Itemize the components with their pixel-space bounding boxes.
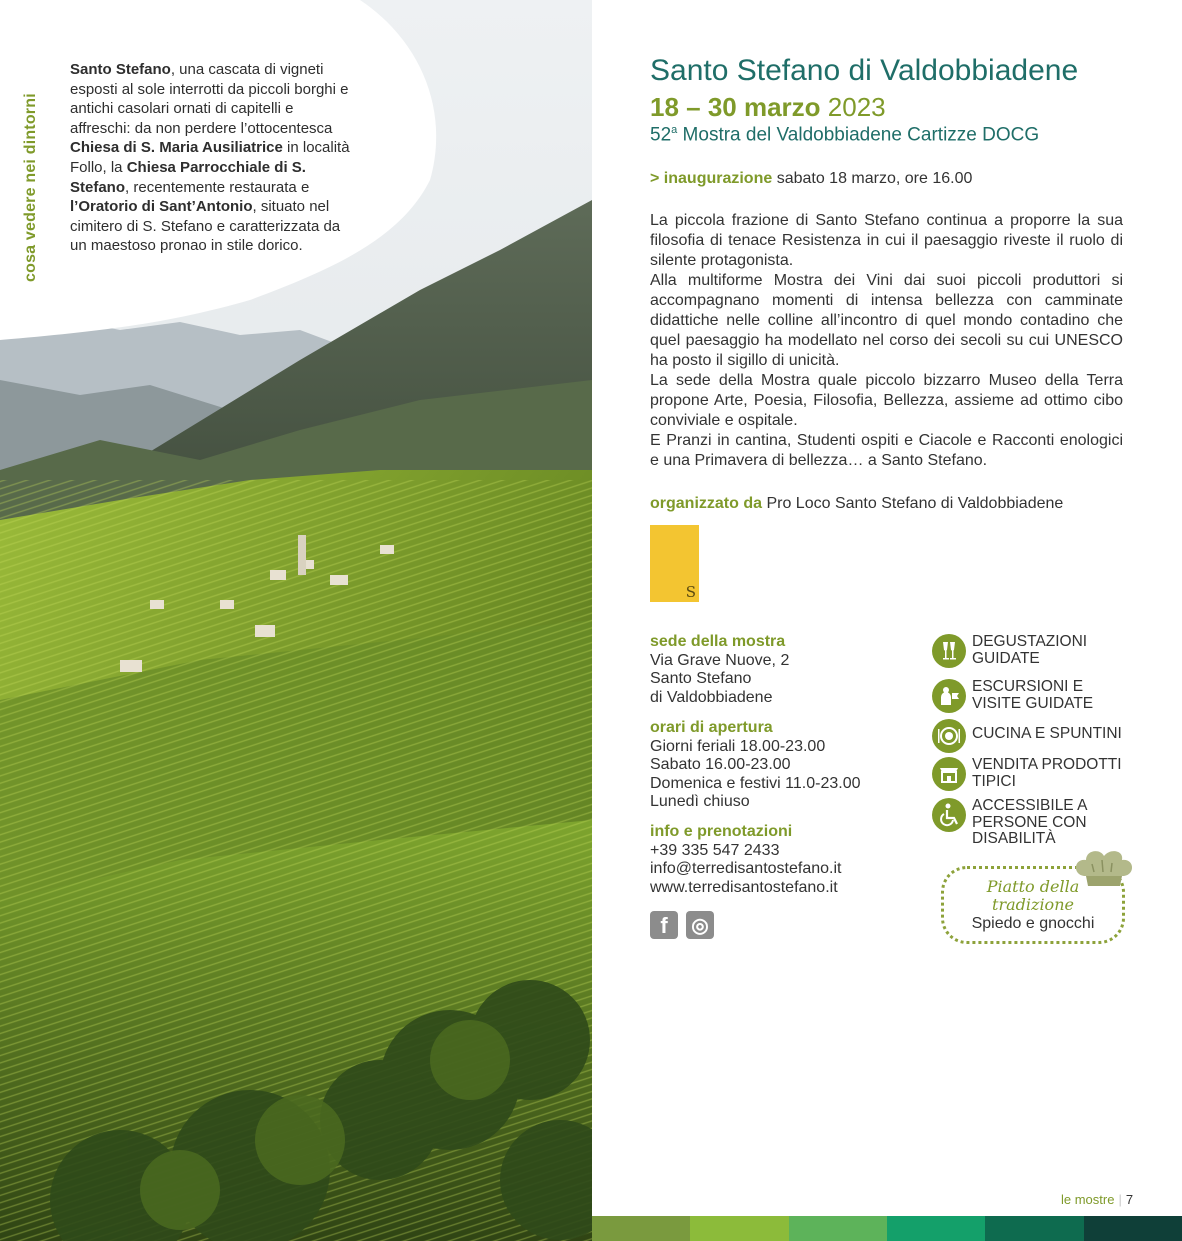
contacts-label: info e prenotazioni <box>650 823 793 840</box>
website-link[interactable]: www.terredisantostefano.it <box>650 878 838 896</box>
color-bar-segment <box>592 1216 690 1241</box>
service-label: DEGUSTAZIONI GUIDATE <box>972 633 1088 667</box>
venue-line: di Valdobbiadene <box>650 688 773 706</box>
plate-icon <box>932 719 966 753</box>
service-label: VENDITA PRODOTTI TIPICI <box>972 756 1122 790</box>
dish-title-line1: Piatto della <box>986 877 1080 896</box>
service-label: ESCURSIONI E VISITE GUIDATE <box>972 678 1094 712</box>
footer-separator: | <box>1118 1192 1122 1207</box>
dish-name: Spiedo e gnocchi <box>971 915 1095 932</box>
edition-superscript: a <box>671 124 678 136</box>
chef-hat-icon <box>1070 846 1138 888</box>
organizer-label: organizzato da <box>650 495 763 512</box>
intro-fragment: , una cascata di vigneti esposti al sole interrotti da piccoli borghi e antichi casolari ornati di capitelli e affreschi: da non perdere l’ottocentesca <box>70 61 349 137</box>
guide-icon <box>932 679 966 713</box>
section-label: cosa vedere nei dintorni <box>22 93 39 282</box>
contacts-block <box>650 823 920 897</box>
venue-label: sede della mostra <box>650 633 786 650</box>
page-footer <box>1061 1192 1133 1207</box>
service-label: ACCESSIBILE A PERSONE CON DISABILITÀ <box>972 797 1088 847</box>
description-paragraph: La piccola frazione di Santo Stefano continua a proporre la sua filosofia di tenace Resistenza in cui il paesaggio riveste il ruolo di silente protagonista. <box>650 212 1123 269</box>
page-number: 7 <box>1125 1192 1134 1207</box>
hours-line: Lunedì chiuso <box>650 793 750 810</box>
event-dates <box>650 92 886 123</box>
phone-number[interactable]: +39 335 547 2433 <box>650 841 780 859</box>
event-subtitle <box>650 124 1039 146</box>
description <box>650 211 1123 471</box>
color-bar-segment <box>985 1216 1084 1241</box>
color-bar-segment <box>887 1216 985 1241</box>
hours-line: Sabato 16.00-23.00 <box>650 756 791 773</box>
color-bar-segment <box>690 1216 789 1241</box>
venue-block <box>650 633 920 707</box>
intro-fragment: , recentemente restaurata e <box>125 178 310 196</box>
event-year: 2023 <box>827 92 886 122</box>
shop-icon <box>932 757 966 791</box>
pro-loco-logo <box>650 525 699 602</box>
intro-highlight: Chiesa Parrocchiale di S. Stefano <box>70 158 306 196</box>
edition-number: 52 <box>650 124 672 146</box>
intro-highlight: Chiesa di S. Maria Ausiliatrice <box>70 139 283 157</box>
description-paragraph: E Pranzi in cantina, Studenti ospiti e Ciacole e Racconti enologici e una Primavera di bellezza… a Santo Stefano. <box>650 432 1123 469</box>
dish-title-line2: tradizione <box>992 895 1074 914</box>
wheelchair-icon <box>932 798 966 832</box>
service-label: CUCINA E SPUNTINI <box>972 725 1122 742</box>
hours-line: Giorni feriali 18.00-23.00 <box>650 737 826 755</box>
page-title: Santo Stefano di Valdobbiadene <box>650 54 1079 87</box>
wine-glass-icon <box>932 634 966 668</box>
color-bar-segment <box>789 1216 887 1241</box>
instagram-icon[interactable]: ◎ <box>686 911 714 939</box>
facebook-icon[interactable]: f <box>650 911 678 939</box>
description-paragraph: Alla multiforme Mostra dei Vini dai suoi piccoli produttori si accompagnano momenti di intensa bellezza con camminate didattiche nelle colline all’incontro di quel mondo contadino che quel paesaggio ha modellato nel corso dei secoli su cui UNESCO ha posto il sigillo di unicità. <box>650 272 1123 369</box>
inauguration-label: inaugurazione <box>663 170 773 187</box>
intro-highlight: Santo Stefano <box>70 61 171 78</box>
edition-name: Mostra del Valdobbiadene Cartizze DOCG <box>677 124 1040 146</box>
email-link[interactable]: info@terredisantostefano.it <box>650 860 842 877</box>
arrow-icon: > <box>650 170 660 187</box>
intro-fragment: in località Follo, la <box>70 139 350 176</box>
color-bar-segment <box>1084 1216 1182 1241</box>
logo-letter: S <box>685 583 696 601</box>
description-paragraph: La sede della Mostra quale piccolo bizzarro Museo della Terra propone Arte, Poesia, Filosofia, Bellezza, assieme ad ottimo cibo conviviale e ospitale. <box>650 372 1123 429</box>
hours-line: Domenica e festivi 11.0-23.00 <box>650 774 861 792</box>
inauguration-date: sabato 18 marzo, ore 16.00 <box>772 170 973 187</box>
footer-section: le mostre <box>1061 1192 1115 1207</box>
venue-line: Santo Stefano <box>650 670 752 687</box>
organizer-name: Pro Loco Santo Stefano di Valdobbiadene <box>762 495 1064 512</box>
hours-block <box>650 719 920 812</box>
intro-highlight: l’Oratorio di Sant’Antonio <box>70 198 253 216</box>
organizer-line <box>650 495 1063 513</box>
date-range: 18 – 30 marzo <box>650 92 821 122</box>
intro-fragment: , situato nel cimitero di S. Stefano e caratterizzata da un maestoso pronao in stile dorico. <box>70 198 341 255</box>
hours-label: orari di apertura <box>650 719 773 736</box>
inauguration-line <box>650 170 972 188</box>
intro-text <box>70 60 355 256</box>
venue-line: Via Grave Nuove, 2 <box>650 651 790 669</box>
